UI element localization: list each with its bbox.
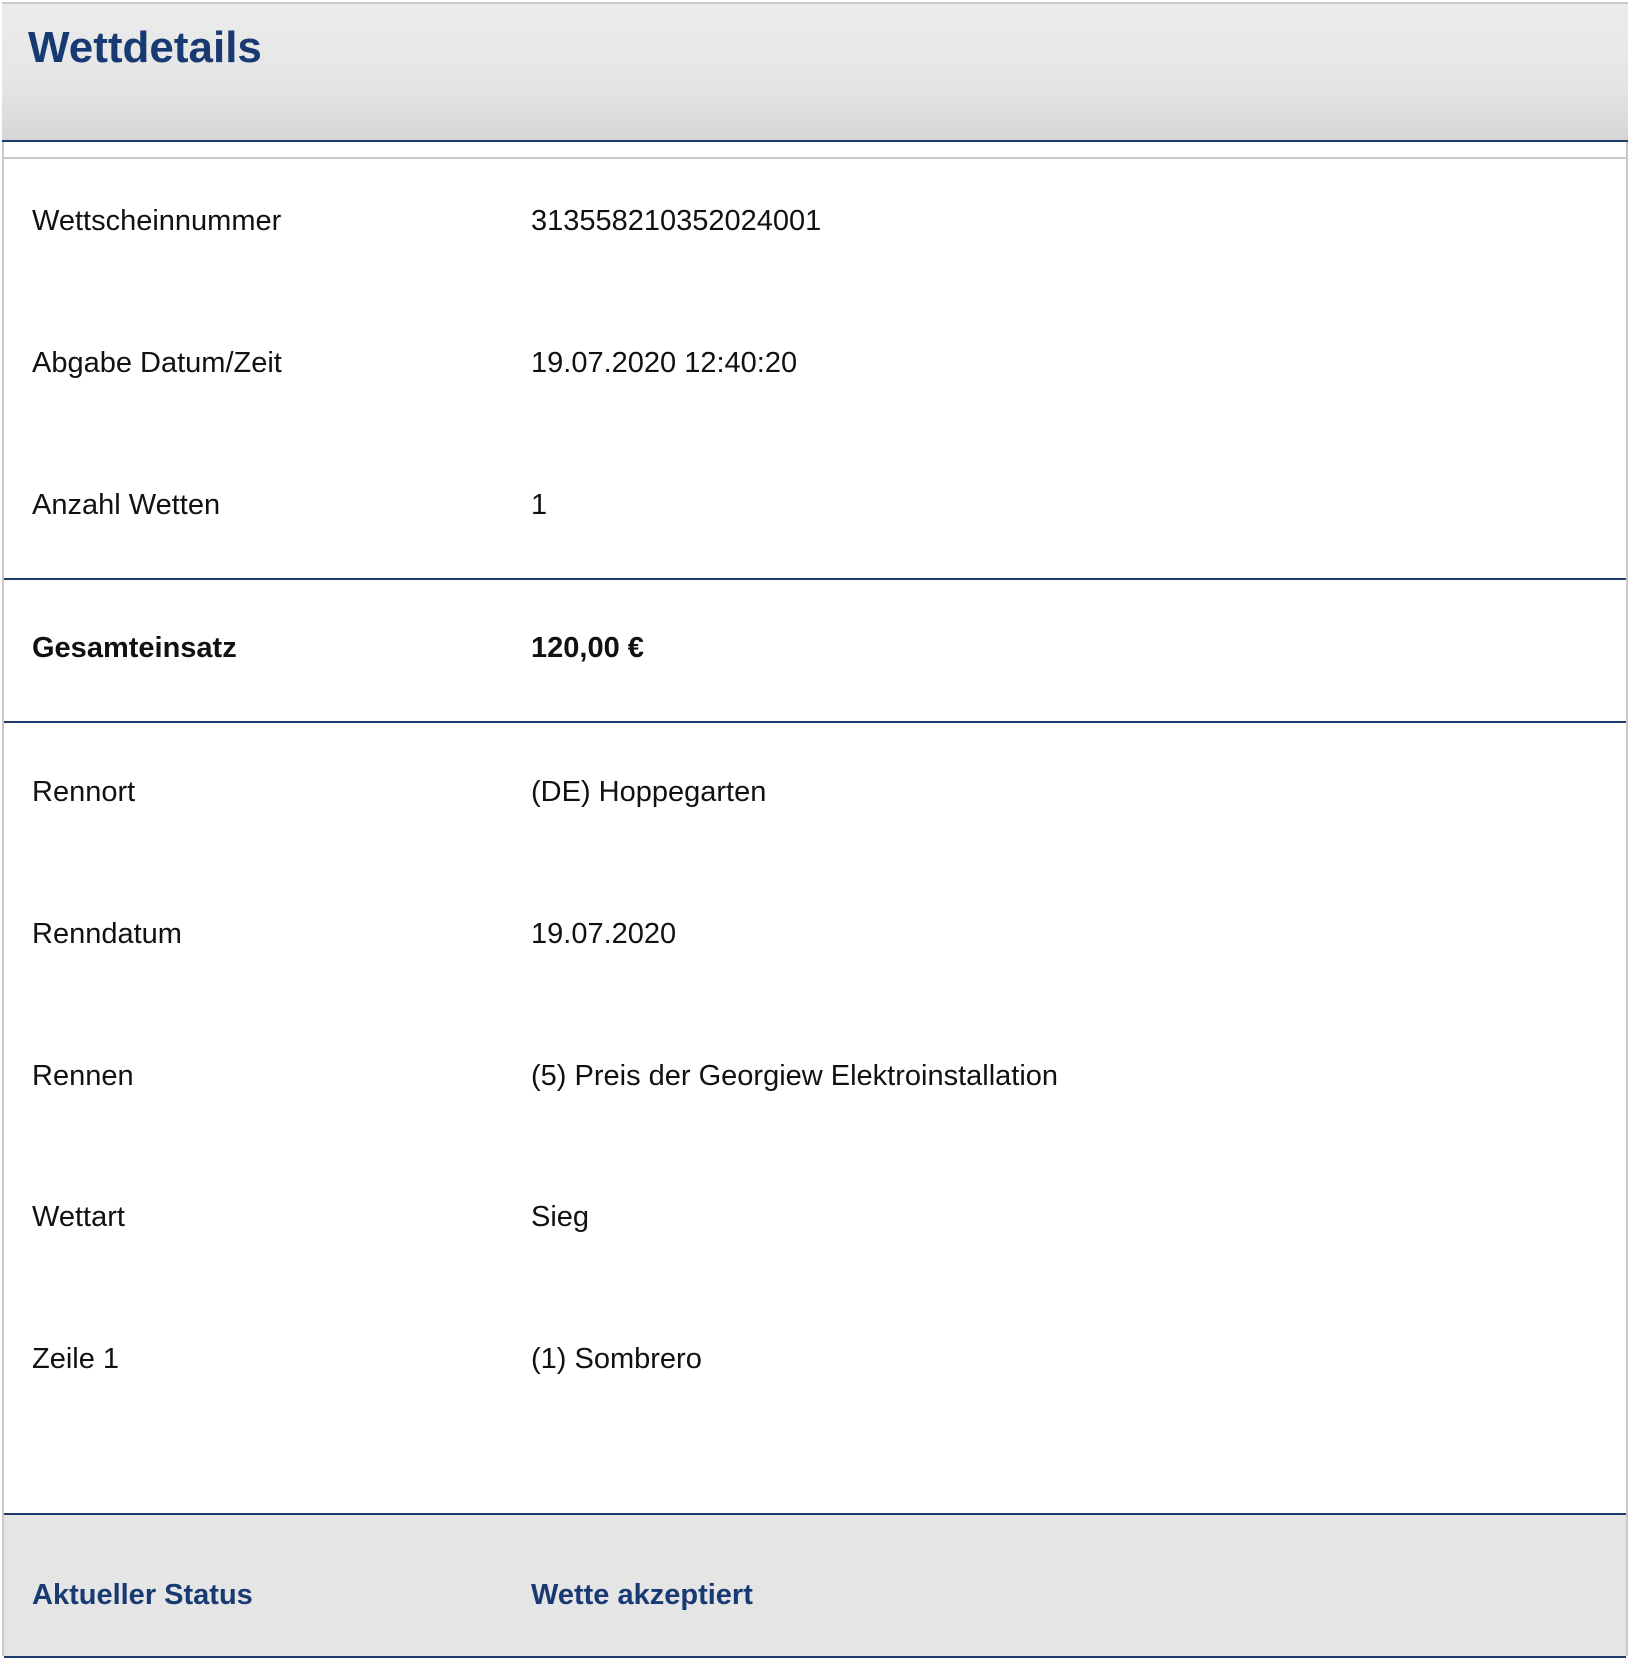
detail-label: Abgabe Datum/Zeit [32, 347, 282, 379]
status-label: Aktueller Status [32, 1579, 253, 1611]
detail-label: Gesamteinsatz [32, 632, 237, 664]
detail-value: 313558210352024001 [531, 205, 822, 237]
detail-label: Anzahl Wetten [32, 489, 221, 521]
detail-label: Zeile 1 [32, 1343, 120, 1375]
detail-label: Wettscheinnummer [32, 205, 282, 237]
page-title: Wettdetails [28, 23, 262, 72]
detail-value: (5) Preis der Georgiew Elektroinstallation [531, 1060, 1059, 1092]
bet-details-card [2, 157, 1628, 1656]
detail-value: (DE) Hoppegarten [531, 776, 767, 808]
divider [4, 578, 1626, 580]
detail-label: Rennort [32, 776, 136, 808]
detail-value: 19.07.2020 12:40:20 [531, 347, 798, 379]
detail-value: (1) Sombrero [531, 1343, 702, 1375]
detail-label: Wettart [32, 1201, 125, 1233]
divider [4, 721, 1626, 723]
detail-value: 19.07.2020 [531, 918, 677, 950]
detail-value: 120,00 € [531, 632, 644, 664]
detail-label: Rennen [32, 1060, 134, 1092]
status-row [4, 1513, 1626, 1658]
detail-value: 1 [531, 489, 548, 521]
page-header [2, 2, 1628, 142]
detail-value: Sieg [531, 1201, 590, 1233]
status-value: Wette akzeptiert [531, 1579, 753, 1611]
detail-label: Renndatum [32, 918, 182, 950]
